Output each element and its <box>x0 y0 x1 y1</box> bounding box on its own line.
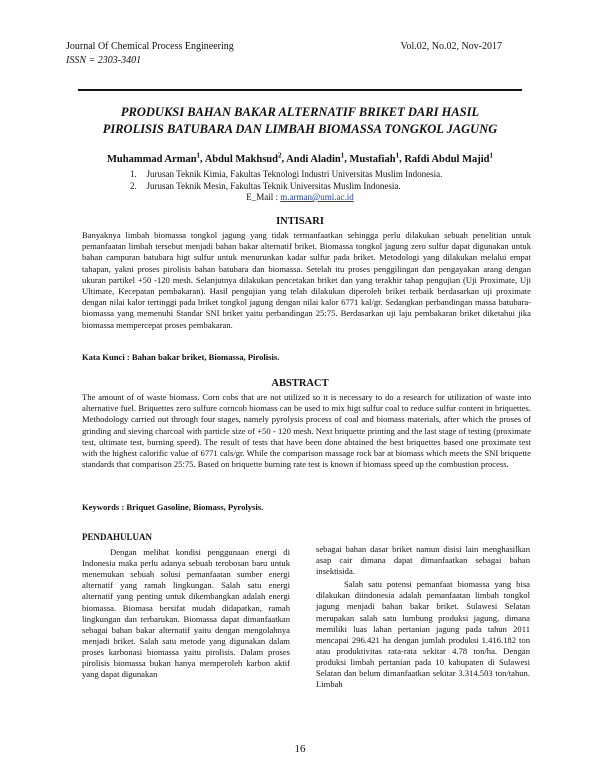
email-line <box>0 192 600 202</box>
title-line-2: PIROLISIS BATUBARA DAN LIMBAH BIOMASSA TONGKOL JAGUNG <box>102 122 498 136</box>
left-column <box>82 532 290 680</box>
author: Muhammad Arman$^1$ <box>106 151 201 165</box>
title-line-1: PRODUKSI BAHAN BAKAR ALTERNATIF BRIKET DARI HASIL <box>120 105 480 119</box>
journal-name: Journal Of Chemical Process Engineering <box>66 41 234 52</box>
abstract-heading: ABSTRACT <box>271 378 329 389</box>
right-column-paragraph-1: sebagai bahan dasar briket namun disisi lain menghasilkan asap cair dimana dapat dimanfaatkan sebagai bahan insektisida. <box>316 544 530 577</box>
right-column-paragraph-2: Salah satu potensi pemanfaat biomassa yang bisa dilakukan diindonesia adalah pemanfaatan limbah tongkol jagung menjadi bahan bakar briket. Sulawesi Selatan merupakan salah satu lumbung produksi jagung, dimana memiliki luas lahan pertanian jagung pada tahun 2011 mencapai 296.421 ha dengan jumlah produksi 1.416.182 ton atau produktivitas rata-rata sekitar 4.78 ton/ha. Dengan produksi limbah pertanian pada 10 kabupaten di Sulawesi Selatan dan belum dimanfaatkan sekitar 3.314.503 ton/tahun. Limbah <box>316 579 530 690</box>
kata-kunci-label: Kata Kunci : <box>82 352 130 362</box>
affiliation-item: 2. Jurusan Teknik Mesin, Fakultas Teknik Universitas Muslim Indonesia. <box>130 181 401 191</box>
keywords-label: Keywords : <box>82 502 125 512</box>
affiliation-item: 1. Jurusan Teknik Kimia, Fakultas Teknologi Industri Universitas Muslim Indonesia. <box>130 169 443 179</box>
intisari-heading: INTISARI <box>276 216 324 227</box>
paper-title <box>70 104 530 138</box>
page-number: 16 <box>294 743 306 755</box>
keywords-values: Briquet Gasoline, Biomass, Pyrolysis. <box>126 502 264 512</box>
author: Rafdi Abdul Majid$^1$ <box>404 151 494 165</box>
volume-info: Vol.02, No.02, Nov-2017 <box>400 41 502 52</box>
kata-kunci-values: Bahan bakar briket, Biomassa, Pirolisis. <box>131 352 280 362</box>
left-column-text: Dengan melihat kondisi penggunaan energi di Indonesia maka perlu adanya sebuah terobosan baru untuk menemukan sebuah solusi pemanfaatan sumber energi alternatif yang ramah lingkungan. Salah satu energi alternatif yang penting untuk dikembangkan adalah energi biomassa. Biomasa bersifat mudah didapatkan, ramah lingkungan dan terbarukan. Biomassa dapat dimanfaatkan sebagai bahan bakar alternatif yaitu dengan mengolahnya menjadi briket. Salah satu metode yang digunakan dalam proses karbonasi biomassa yaitu pirolisis. Dalam proses pirolisis biomassa bukan hanya memperoleh karbon aktif yang dapat digunakan <box>82 547 290 680</box>
abstract-text: The amount of of waste biomass. Corn cobs that are not utilized so it is necessary to do a research for utilization of waste into alternative fuel. Briquettes zero sulfure corncob biomass can be used to mix higt sulfur coal to reduce sulfur content in briquettes. Methodology carried out through four stages, namely pyrolysis process of coal and biomass materials, after which the proses of grinding and sieving charcoal with particle size of +50 - 120 mesh. Next briquette printing and the last stage of testing (proximate test, ultimate test, burning speed). The result of tests that have been done abtained the best briquettes based one proximate test with the highest calorific value of 6771 cals/gr. While the comparison massage rock bar at biomass which meets the SNI briquette standards that comparison 25:75. Based on briquette burning rate test is known if biomass speed up the combustion process. <box>82 392 531 470</box>
kata-kunci <box>82 352 531 362</box>
author-list: Muhammad Arman$^1$, Abdul Makhsud$^2$, Andi Aladin$^1$, Mustafiah$^1$, Rafdi Abdul Majid$^1$ <box>106 151 494 165</box>
email-link[interactable]: m.arman@umi.ac.id <box>280 192 354 202</box>
author: Andi Aladin$^1$ <box>286 151 345 165</box>
title-rule <box>78 89 522 91</box>
affiliations <box>130 168 530 192</box>
intisari-text: Banyaknya limbah biomassa tongkol jagung yang tidak termanfaatkan sehingga perlu dilakukan sebuah penelitian untuk pemanfaatan limbah tersebut menjadi bahan bakar alternatif briket. Biomassa tongkol jagung zero sulfur dapat digunakan untuk bahan campuran batubara higt sulfur untuk menurunkan kadar sulfur pada briket. Metodologi yang dilakukan melalui empat tahapan, yakni proses pirolisis bahan batubara dan biomassa. Setelah itu proses penggilingan dan pengayakan arang dengan ukuran partikel +50 -120 mesh. Selanjutnya dilakukan pencetakan briket dan yang terakhir tahap pengujian (Uji Proximate, Uji Ultimate, Kecepatan pembakaran). Hasil pengujian yang telah dilakukan diperoleh briket terbaik berdasarkan uji proximate dengan nilai kalor tertinggi pada briket tongkol jagung dengan nilai kalor 6771 kal/gr. Sedangkan perbandingan massa batubara-biomassa yang memenuhi Standar SNI briket yaitu perbandingan 25:75. Berdasarkan uji laju pembakaran briket diketahui jika biomassa mempercepat proses pembakaran. <box>82 230 531 330</box>
author: Mustafiah$^1$ <box>349 151 400 165</box>
pendahuluan-heading: PENDAHULUAN <box>82 532 153 542</box>
keywords <box>82 502 531 512</box>
issn: ISSN = 2303-3401 <box>66 55 142 66</box>
right-column <box>316 544 530 690</box>
email-label: E_Mail : <box>246 192 278 202</box>
author: Abdul Makhsud$^2$ <box>204 151 282 165</box>
